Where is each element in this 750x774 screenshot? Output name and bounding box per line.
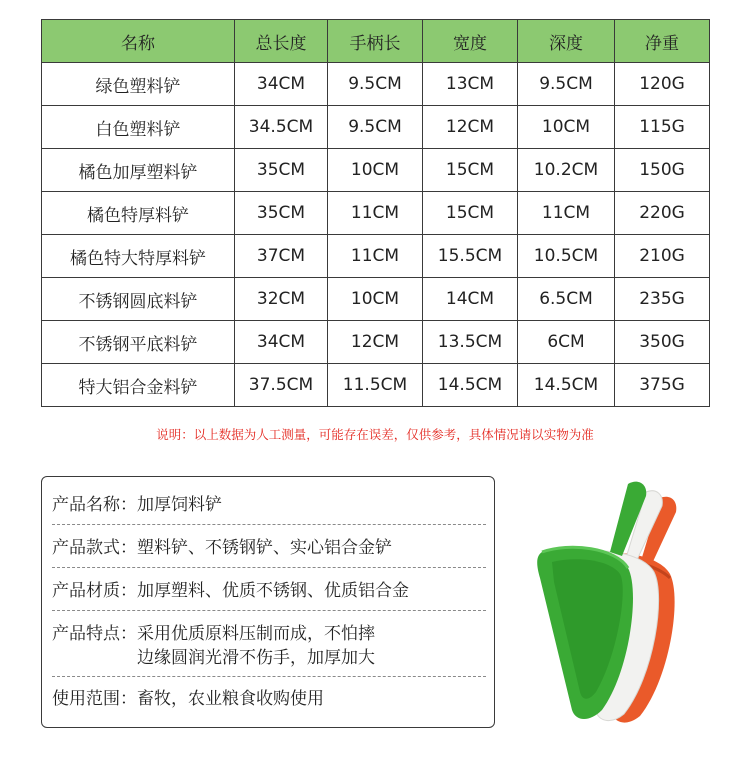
- cell-depth: 6CM: [518, 321, 615, 364]
- header-depth: 深度: [518, 20, 615, 63]
- cell-depth: 6.5CM: [518, 278, 615, 321]
- info-row-feature: [52, 622, 486, 670]
- cell-total-length: 34CM: [235, 321, 328, 364]
- cell-depth: 11CM: [518, 192, 615, 235]
- cell-total-length: 34CM: [235, 63, 328, 106]
- divider: [52, 610, 486, 611]
- cell-net-weight: 115G: [615, 106, 710, 149]
- cell-net-weight: 220G: [615, 192, 710, 235]
- cell-name: 橘色特厚料铲: [42, 192, 235, 235]
- cell-handle-length: 11CM: [328, 235, 423, 278]
- info-value: 加厚饲料铲: [137, 495, 222, 515]
- cell-width: 12CM: [423, 106, 518, 149]
- cell-total-length: 35CM: [235, 192, 328, 235]
- cell-net-weight: 210G: [615, 235, 710, 278]
- cell-name: 不锈钢圆底料铲: [42, 278, 235, 321]
- cell-handle-length: 11CM: [328, 192, 423, 235]
- divider: [52, 676, 486, 677]
- cell-width: 15CM: [423, 192, 518, 235]
- table-row: [42, 106, 710, 149]
- cell-total-length: 35CM: [235, 149, 328, 192]
- cell-net-weight: 235G: [615, 278, 710, 321]
- cell-depth: 9.5CM: [518, 63, 615, 106]
- cell-width: 13.5CM: [423, 321, 518, 364]
- info-value: 畜牧，农业粮食收购使用: [137, 689, 324, 709]
- cell-handle-length: 9.5CM: [328, 63, 423, 106]
- cell-handle-length: 11.5CM: [328, 364, 423, 407]
- table-row: [42, 149, 710, 192]
- info-row-material: [52, 579, 486, 603]
- header-net-weight: 净重: [615, 20, 710, 63]
- cell-width: 14.5CM: [423, 364, 518, 407]
- cell-net-weight: 150G: [615, 149, 710, 192]
- cell-handle-length: 12CM: [328, 321, 423, 364]
- info-label: 产品材质：: [52, 581, 137, 601]
- info-value: 采用优质原料压制而成，不怕摔 边缘圆润光滑不伤手，加厚加大: [137, 624, 375, 668]
- table-header-row: [42, 20, 710, 63]
- info-row-name: [52, 493, 486, 517]
- table-row: [42, 192, 710, 235]
- info-value: 塑料铲、不锈钢铲、实心铝合金铲: [137, 538, 392, 558]
- feed-scoops-illustration: [520, 478, 690, 728]
- cell-net-weight: 375G: [615, 364, 710, 407]
- info-row-usage: [52, 687, 486, 711]
- header-handle-length: 手柄长: [328, 20, 423, 63]
- cell-name: 橘色特大特厚料铲: [42, 235, 235, 278]
- cell-name: 特大铝合金料铲: [42, 364, 235, 407]
- info-label: 产品特点：: [52, 624, 137, 644]
- info-label: 产品款式：: [52, 538, 137, 558]
- table-row: [42, 235, 710, 278]
- cell-width: 14CM: [423, 278, 518, 321]
- info-value: 加厚塑料、优质不锈钢、优质铝合金: [137, 581, 409, 601]
- cell-total-length: 37CM: [235, 235, 328, 278]
- table-row: [42, 364, 710, 407]
- cell-net-weight: 350G: [615, 321, 710, 364]
- cell-depth: 10.5CM: [518, 235, 615, 278]
- header-total-length: 总长度: [235, 20, 328, 63]
- divider: [52, 567, 486, 568]
- header-width: 宽度: [423, 20, 518, 63]
- table-row: [42, 321, 710, 364]
- cell-width: 15.5CM: [423, 235, 518, 278]
- cell-handle-length: 9.5CM: [328, 106, 423, 149]
- header-name: 名称: [42, 20, 235, 63]
- cell-name: 不锈钢平底料铲: [42, 321, 235, 364]
- product-info-box: [41, 476, 495, 728]
- info-row-style: [52, 536, 486, 560]
- cell-depth: 10CM: [518, 106, 615, 149]
- cell-width: 15CM: [423, 149, 518, 192]
- info-label: 产品名称：: [52, 495, 137, 515]
- cell-net-weight: 120G: [615, 63, 710, 106]
- cell-depth: 10.2CM: [518, 149, 615, 192]
- divider: [52, 524, 486, 525]
- cell-handle-length: 10CM: [328, 149, 423, 192]
- cell-name: 白色塑料铲: [42, 106, 235, 149]
- cell-total-length: 34.5CM: [235, 106, 328, 149]
- cell-depth: 14.5CM: [518, 364, 615, 407]
- cell-total-length: 37.5CM: [235, 364, 328, 407]
- spec-table: [41, 19, 710, 407]
- table-row: [42, 63, 710, 106]
- table-row: [42, 278, 710, 321]
- info-label: 使用范围：: [52, 689, 137, 709]
- cell-total-length: 32CM: [235, 278, 328, 321]
- cell-name: 橘色加厚塑料铲: [42, 149, 235, 192]
- cell-width: 13CM: [423, 63, 518, 106]
- measurement-note: 说明：以上数据为人工测量，可能存在误差，仅供参考，具体情况请以实物为准: [156, 427, 594, 442]
- cell-name: 绿色塑料铲: [42, 63, 235, 106]
- cell-handle-length: 10CM: [328, 278, 423, 321]
